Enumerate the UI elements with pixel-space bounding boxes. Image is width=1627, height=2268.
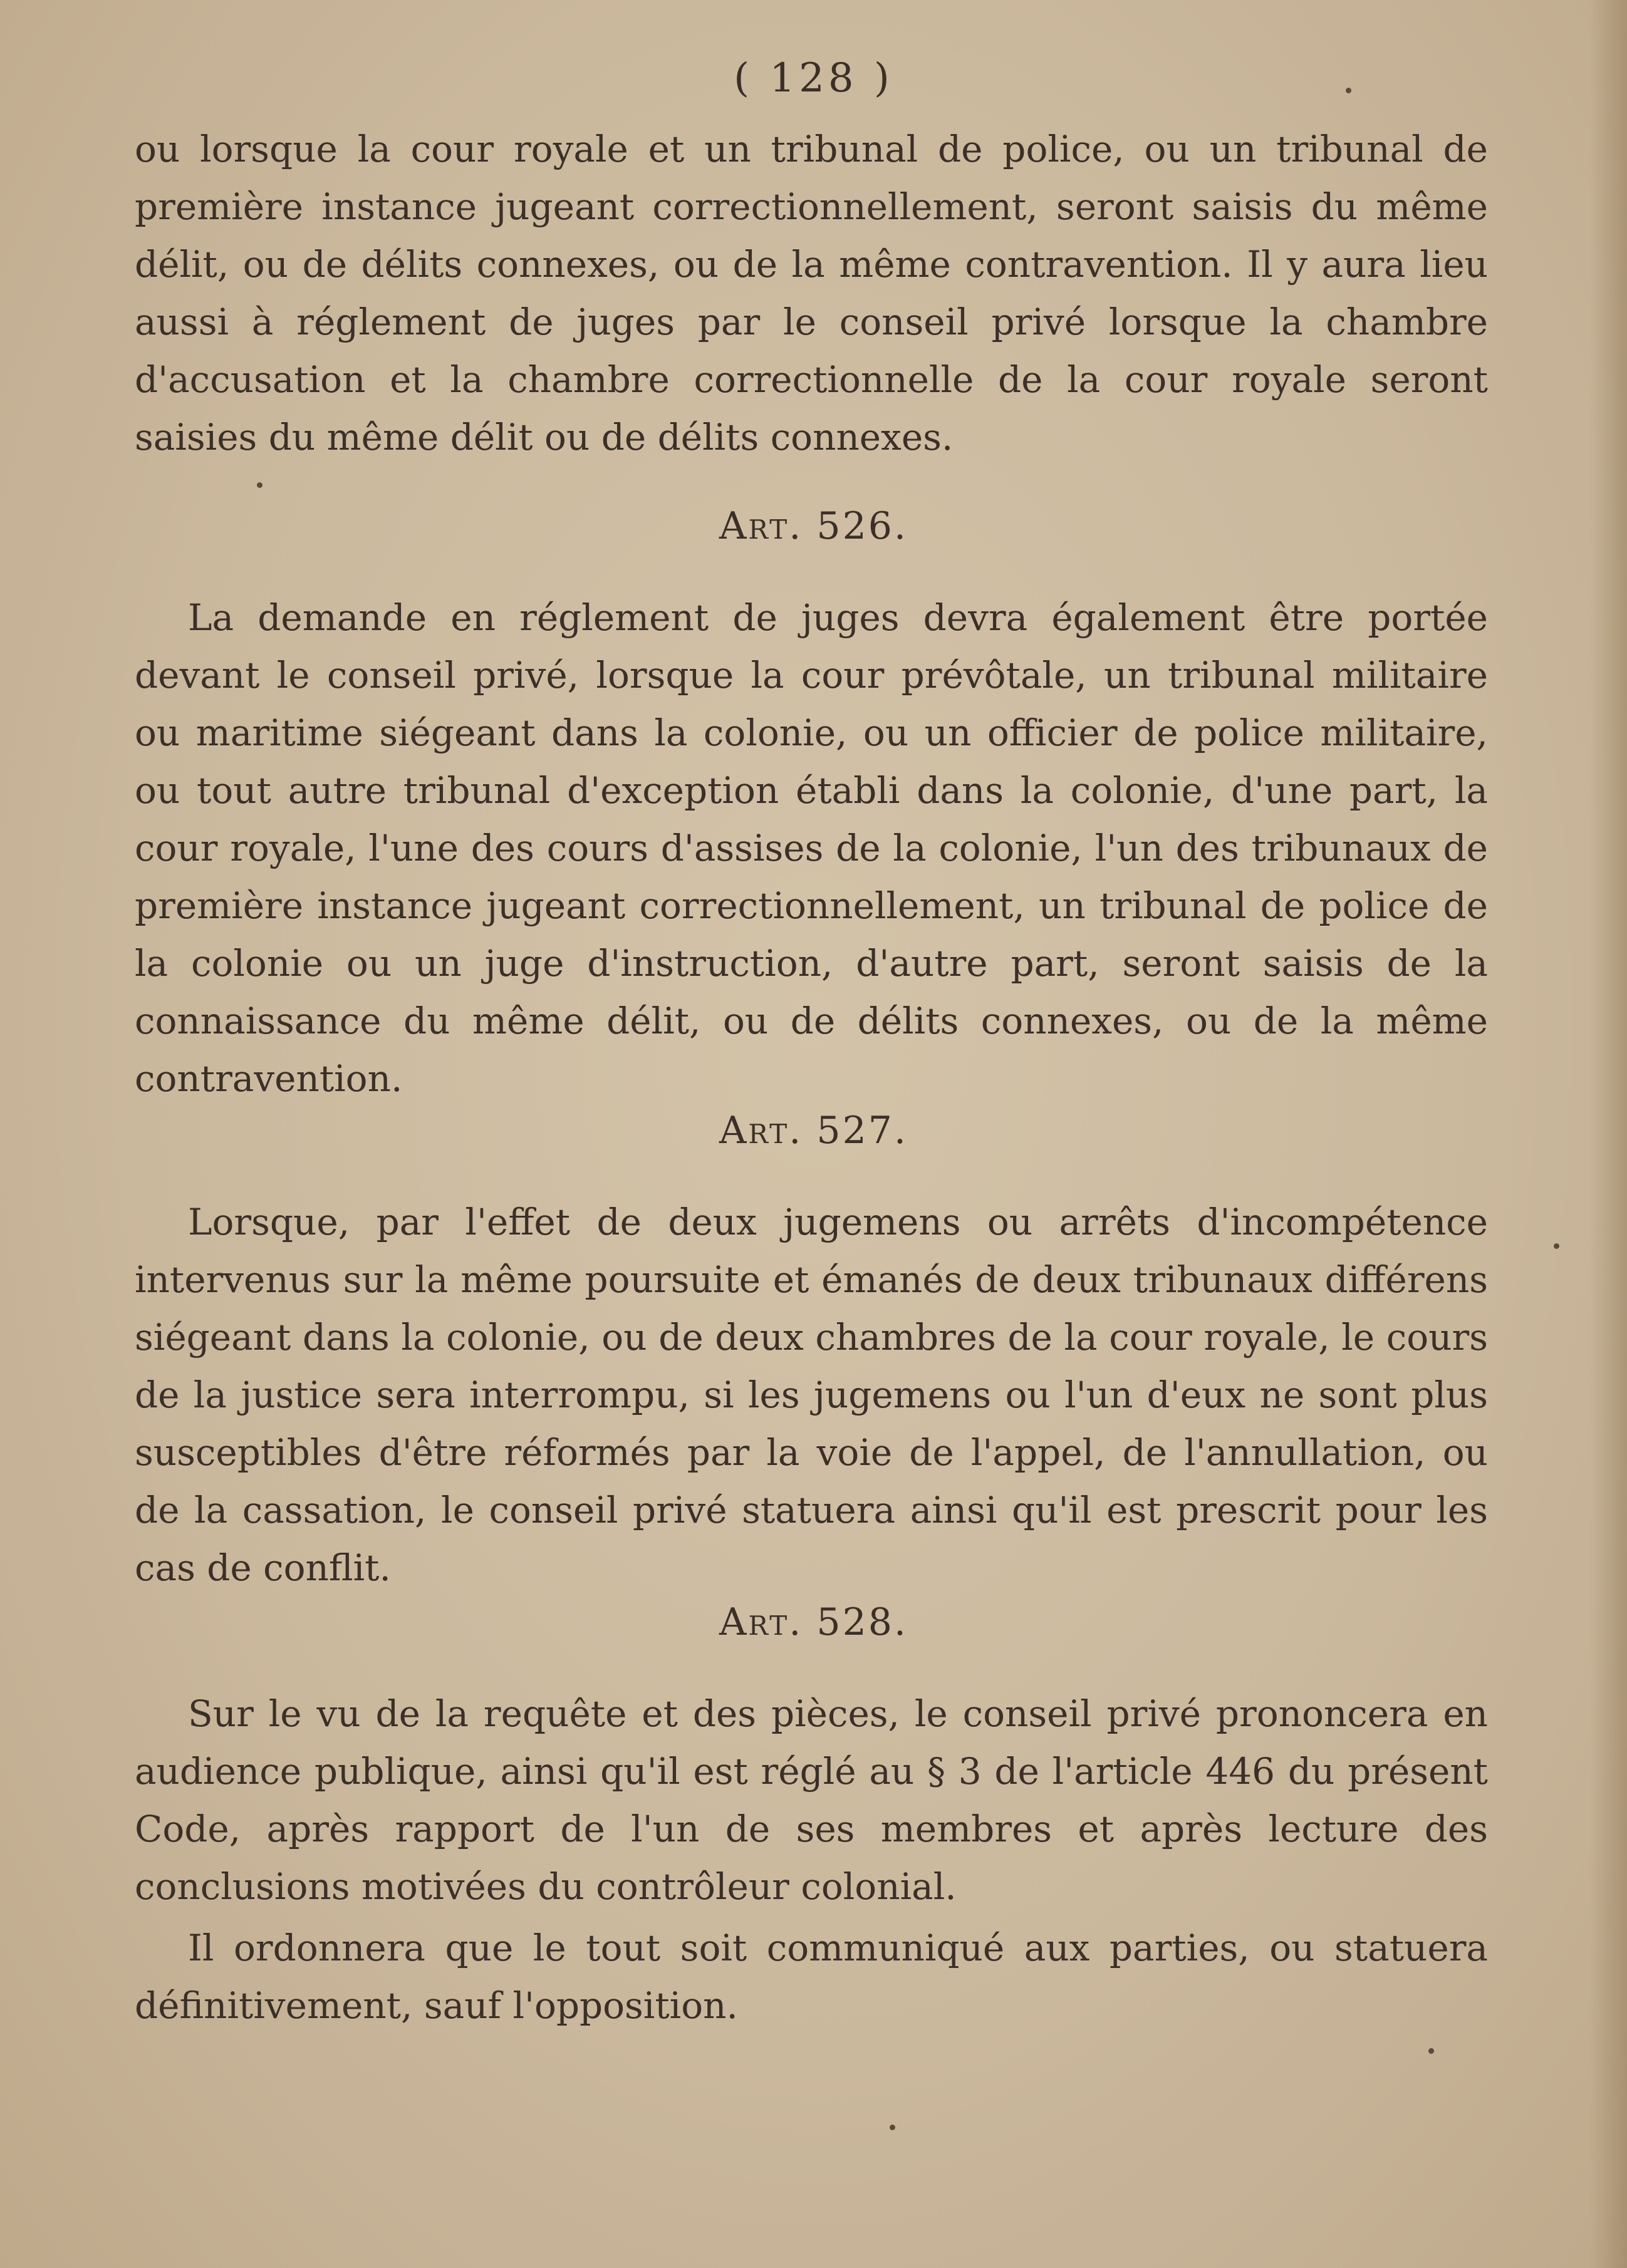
paper-speck: [890, 2125, 895, 2130]
paper-speck: [1346, 88, 1351, 93]
paper-speck: [1428, 2048, 1434, 2054]
paper-speck: [257, 482, 263, 488]
paper-speck: [1554, 1243, 1559, 1249]
page-number: ( 128 ): [734, 55, 893, 101]
article-528-paragraph-2: Il ordonnera que le tout soit communiqué aux parties, ou statuera définitivement, sauf l'opposition.: [135, 1927, 1488, 2027]
article-527-heading: Art. 527.: [719, 1109, 908, 1152]
article-528-heading: Art. 528.: [719, 1600, 908, 1644]
article-527-paragraph: Lorsque, par l'effet de deux jugemens ou arrêts d'incompétence intervenus sur la même poursuite et émanés de deux tribunaux différens siégeant dans la colonie, ou de deux chambres de la cour royale, le cours de la justice sera interrompu, si les jugemens ou l'un d'eux ne sont plus susceptibles d'être réformés par la voie de l'appel, de l'annullation, ou de la cassation, le conseil privé statuera ainsi qu'il est prescrit pour les cas de conflit.: [135, 1201, 1488, 1589]
article-526-heading: Art. 526.: [719, 504, 908, 548]
article-526-paragraph: La demande en réglement de juges devra également être portée devant le conseil privé, lorsque la cour prévôtale, un tribunal militaire ou maritime siégeant dans la colonie, ou un officier de police militaire, ou tout autre tribunal d'exception établi dans la colonie, d'une part, la cour royale, l'une des cours d'assises de la colonie, l'un des tribunaux de première instance jugeant correctionnellement, un tribunal de police de la colonie ou un juge d'instruction, d'autre part, seront saisis de la connaissance du même délit, ou de délits connexes, ou de la même contravention.: [135, 596, 1488, 1100]
article-528-paragraph-1: Sur le vu de la requête et des pièces, le conseil privé prononcera en audience publique, ainsi qu'il est réglé au § 3 de l'article 446 du présent Code, après rapport de l'un de ses membres et après lecture des conclusions motivées du contrôleur colonial.: [135, 1692, 1488, 1908]
paragraph-continued: ou lorsque la cour royale et un tribunal de police, ou un tribunal de première instance jugeant correctionnellement, seront saisis du même délit, ou de délits connexes, ou de la même contravention. Il y aura lieu aussi à réglement de juges par le conseil privé lorsque la chambre d'accusation et la chambre correctionnelle de la cour royale seront saisies du même délit ou de délits connexes.: [135, 128, 1488, 458]
